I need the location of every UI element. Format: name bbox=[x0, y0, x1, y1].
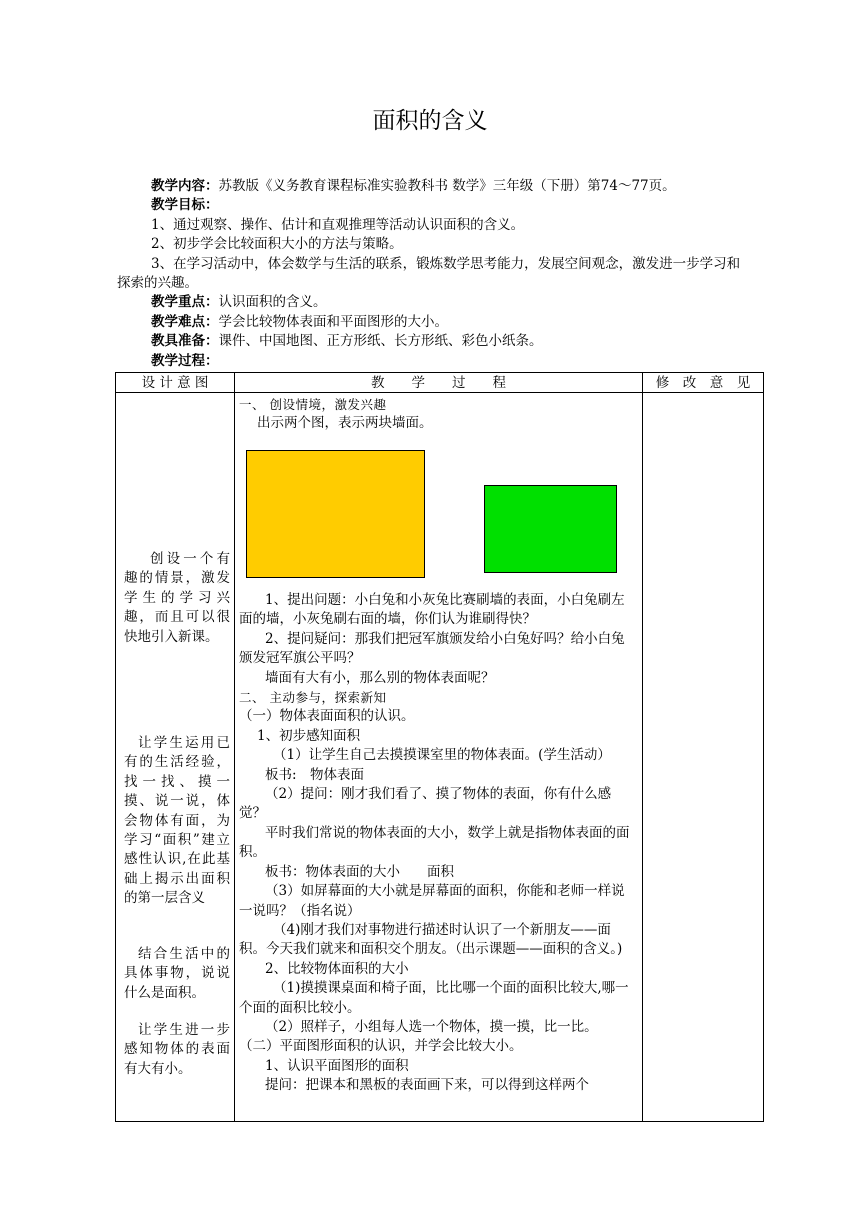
step-1-3: （3）如屏幕面的大小就是屏幕面的面积，你能和老师一样说一说吗？（指名说） bbox=[239, 883, 625, 919]
header-revision-notes: 修 改 意 见 bbox=[643, 373, 764, 393]
page-title: 面积的含义 bbox=[372, 108, 488, 134]
key-line bbox=[117, 293, 747, 312]
intent-note-3: 结合生活中的具体事物，说说什么是面积。 bbox=[124, 946, 230, 1001]
content-text: 苏教版《义务教育课程标准实验教科书 数学》三年级（下册）第74～77页。 bbox=[218, 178, 676, 194]
table-header-row bbox=[116, 373, 764, 393]
intent-note-4: 让学生进一步感知物体的表面有大有小。 bbox=[124, 1022, 230, 1077]
process-text-top bbox=[239, 395, 635, 434]
step-3-question: 提问：把课本和黑板的表面画下来，可以得到这样两个 bbox=[265, 1077, 589, 1094]
intent-note-2: 让学生运用已有的生活经验，找一找、摸一摸、说一说，体会物体有面，为学习“面积”建立感性认识,在此基础上揭示出面积的第一层含义 bbox=[124, 735, 230, 907]
goal-2: 2、初步学会比较面积大小的方法与策略。 bbox=[151, 236, 403, 253]
step-2-1: （1)摸摸课桌面和椅子面，比比哪一个面的面积比较大,哪一个面的面积比较小。 bbox=[239, 980, 629, 1016]
step-1-2: （2）提问：刚才我们看了、摸了物体的表面，你有什么感觉？ bbox=[239, 786, 612, 822]
difficulty-line bbox=[117, 313, 747, 332]
subsection-1-heading: （一）物体表面面积的认识。 bbox=[239, 708, 415, 725]
question-2: 2、提问疑问：那我们把冠军旗颁发给小白兔好吗？给小白兔颁发冠军旗公平吗？ bbox=[239, 630, 625, 667]
section-1-heading: 一、 创设情境，激发兴趣 bbox=[239, 397, 387, 412]
key-label: 教学重点： bbox=[151, 294, 219, 311]
section-2-heading: 二、 主动参与，探索新知 bbox=[239, 690, 387, 706]
content-line bbox=[117, 177, 747, 196]
content-label: 教学内容： bbox=[151, 178, 219, 194]
design-intent-cell bbox=[116, 393, 235, 1122]
step-1-4: （4)刚才我们对事物进行描述时认识了一个新朋友——面积。今天我们就来和面积交个朋友。（出示课题——面积的含义。) bbox=[239, 921, 623, 958]
board-note-1: 板书: 物体表面 bbox=[265, 766, 365, 783]
lesson-plan-table bbox=[115, 372, 764, 1122]
tools-line bbox=[117, 332, 747, 351]
header-teaching-process: 教 学 过 程 bbox=[235, 373, 643, 393]
teaching-process-cell bbox=[235, 393, 643, 1122]
right-wall-rectangle bbox=[484, 485, 617, 573]
tools-text: 课件、中国地图、正方形纸、长方形纸、彩色小纸条。 bbox=[218, 333, 543, 350]
goal-1: 1、通过观察、操作、估计和直观推理等活动认识面积的含义。 bbox=[151, 216, 525, 233]
process-text-main bbox=[239, 591, 635, 1096]
board-note-2: 板书：物体表面的大小 面积 bbox=[265, 863, 454, 880]
step-2-2: （2）照样子，小组每人选一个物体，摸一摸，比一比。 bbox=[265, 1018, 598, 1035]
definition-line: 平时我们常说的物体表面的大小，数学上就是指物体表面的面积。 bbox=[239, 824, 630, 861]
wall-sizes-line: 墙面有大有小，那么别的物体表面呢？ bbox=[265, 669, 495, 686]
step-2-heading: 2、比较物体面积的大小 bbox=[265, 960, 409, 977]
intent-note-1: 创设一个有趣的情景，激发学生的学习兴趣，而且可以很快地引入新课。 bbox=[124, 551, 230, 645]
left-wall-square bbox=[246, 450, 425, 578]
tools-label: 教具准备： bbox=[151, 333, 219, 350]
goals-label: 教学目标： bbox=[151, 197, 219, 214]
step-1-1: （1）让学生自己去摸摸课室里的物体表面。(学生活动） bbox=[273, 747, 611, 764]
key-text: 认识面积的含义。 bbox=[218, 294, 327, 311]
show-pictures-line: 出示两个图，表示两块墙面。 bbox=[257, 415, 433, 432]
step-3-heading: 1、认识平面图形的面积 bbox=[265, 1057, 409, 1074]
lesson-intro bbox=[117, 177, 747, 371]
question-1: 1、提出问题：小白兔和小灰兔比赛刷墙的表面，小白兔刷左面的墙，小灰兔刷右面的墙，你们认为谁刷得快？ bbox=[239, 592, 625, 628]
step-1-heading: 1、初步感知面积 bbox=[257, 727, 361, 744]
subsection-2-heading: （二）平面图形面积的认识，并学会比较大小。 bbox=[239, 1038, 523, 1055]
process-label: 教学过程： bbox=[151, 352, 219, 369]
revision-notes-cell bbox=[643, 393, 764, 1122]
difficulty-label: 教学难点： bbox=[151, 313, 219, 330]
difficulty-text: 学会比较物体表面和平面图形的大小。 bbox=[218, 313, 448, 330]
table-body-row bbox=[116, 393, 764, 1122]
header-design-intent: 设 计 意 图 bbox=[116, 373, 235, 393]
goal-3: 3、在学习活动中，体会数学与生活的联系，锻炼数学思考能力，发展空间观念，激发进一步学习和探索的兴趣。 bbox=[117, 255, 741, 292]
